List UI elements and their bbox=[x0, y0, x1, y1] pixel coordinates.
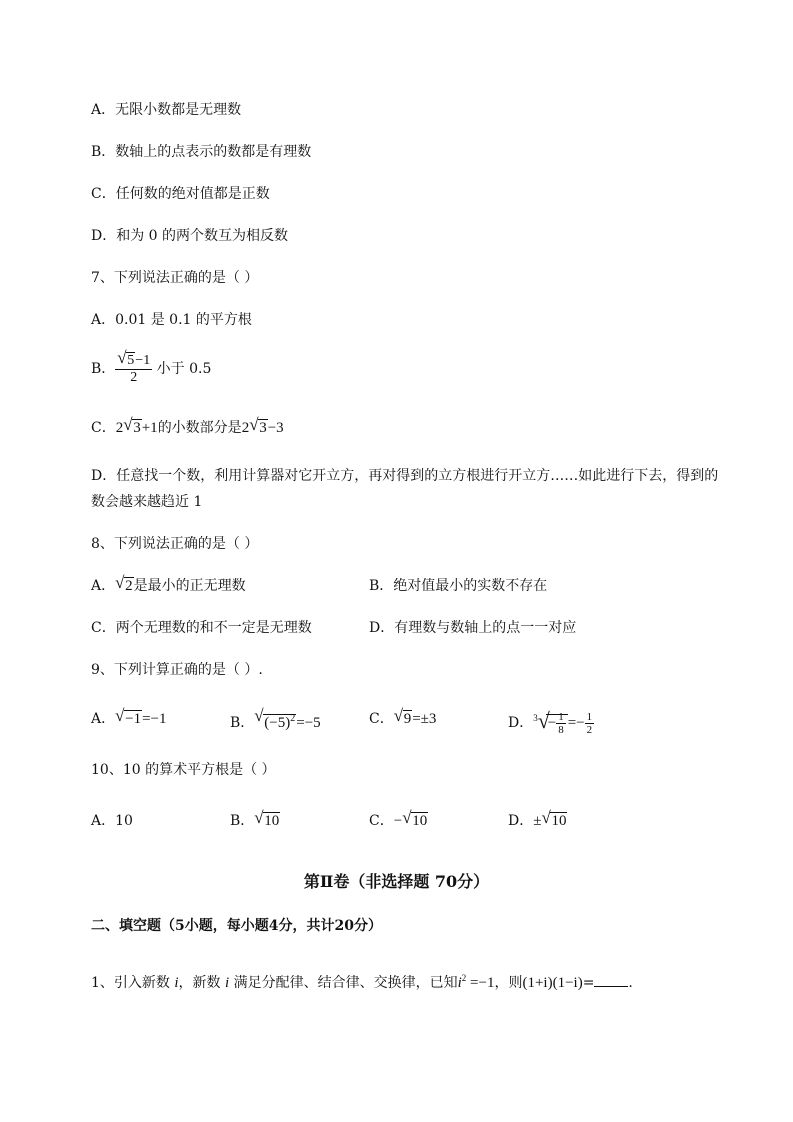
q10-option-c: C．− √ 10 bbox=[369, 808, 428, 829]
q7-c-mid: 的小数部分是 bbox=[157, 420, 242, 436]
part-heading: 二、填空题（5小题，每小题4分，共计20分） bbox=[91, 918, 382, 934]
q7-b-radicand: 5 bbox=[127, 352, 135, 368]
q7-option-d-line1: D．任意找一个数，利用计算器对它开立方，再对得到的立方根进行开立方……如此进行下去，得到的 bbox=[91, 468, 719, 484]
fill1-end: . bbox=[628, 975, 633, 991]
q7-option-b-fraction: √ 5−1 2 bbox=[117, 347, 151, 385]
q9-d-res-den: 2 bbox=[586, 724, 593, 737]
fill-question-1 bbox=[91, 969, 633, 992]
q9-option-a: A． √ −1=−1 bbox=[91, 706, 167, 727]
q7-c-coef1: 2 bbox=[115, 420, 124, 436]
fill1-mid1: ，新数 bbox=[178, 975, 225, 991]
fill1-mid3: ，则 bbox=[494, 975, 523, 991]
q7-option-b-suffix: 小于 0.5 bbox=[156, 361, 212, 377]
q10-d-sign: ± bbox=[533, 813, 542, 829]
q10-option-d: D．± √ 10 bbox=[508, 808, 567, 829]
q10-c-prefix: C． bbox=[369, 813, 394, 829]
q9-a-result: =−1 bbox=[142, 711, 167, 727]
q10-c-radicand: 10 bbox=[412, 813, 428, 829]
q7-c-coef2: 2 bbox=[241, 420, 250, 436]
q9-b-exponent: 2 bbox=[290, 713, 296, 724]
q7-option-c: C．2 √ 3+1的小数部分是2 √ 3−3 bbox=[91, 415, 284, 436]
q7-option-c-prefix: C． bbox=[91, 420, 116, 436]
q8-option-b: B．绝对值最小的实数不存在 bbox=[369, 578, 548, 594]
q9-c-radicand: 9 bbox=[403, 711, 412, 727]
q9-stem: 9、下列计算正确的是（ ）. bbox=[91, 662, 263, 678]
q10-d-prefix: D． bbox=[508, 813, 534, 829]
q8-option-d: D．有理数与数轴上的点一一对应 bbox=[369, 620, 577, 636]
q9-d-frac-num: 1 bbox=[558, 711, 564, 724]
q10-stem: 10、10 的算术平方根是（ ） bbox=[91, 762, 276, 778]
q7-b-den: 2 bbox=[130, 369, 138, 385]
q10-option-b: B． √ 10 bbox=[230, 808, 280, 829]
fill1-cond-base: i bbox=[457, 975, 462, 991]
q9-option-b: B． √ $(-5)^2=-5$ bbox=[230, 706, 321, 731]
q8-option-a-suffix: 是最小的正无理数 bbox=[133, 578, 246, 594]
q7-option-d-line2: 数会越来越趋近 1 bbox=[91, 494, 203, 510]
q7-option-b bbox=[91, 347, 212, 386]
q10-option-a: A．10 bbox=[91, 813, 133, 829]
q10-b-radicand: 10 bbox=[264, 813, 280, 829]
q9-d-frac-den: 8 bbox=[558, 724, 564, 737]
q9-d-sign: − bbox=[547, 715, 557, 731]
q8-option-a-prefix: A． bbox=[91, 578, 116, 594]
q7-b-num-rest: −1 bbox=[135, 352, 151, 368]
q7-c-radicand2: 3 bbox=[259, 420, 267, 436]
q10-c-sign: − bbox=[393, 813, 403, 829]
q9-c-prefix: C． bbox=[369, 711, 394, 727]
q9-b-result: =−5 bbox=[296, 715, 321, 731]
fill1-cond-exp: 2 bbox=[461, 973, 467, 983]
q9-option-d: D．$^3$ √ − $\frac{1}{8}$ =− $\frac{1}{2}$ bbox=[508, 708, 593, 737]
q6-option-a: A．无限小数都是无理数 bbox=[91, 102, 242, 118]
q6-option-b: B．数轴上的点表示的数都是有理数 bbox=[91, 144, 312, 160]
q9-b-prefix: B． bbox=[230, 715, 255, 731]
section-title: 第Ⅱ卷（非选择题 70分） bbox=[303, 872, 490, 891]
q9-d-prefix: D． bbox=[508, 715, 534, 731]
q7-option-b-prefix: B． bbox=[91, 361, 116, 377]
q10-b-prefix: B． bbox=[230, 813, 255, 829]
q7-c-rest2: −3 bbox=[267, 420, 284, 436]
q9-a-radicand: −1 bbox=[125, 711, 142, 727]
q8-option-c: C．两个无理数的和不一定是无理数 bbox=[91, 620, 312, 636]
q9-b-radicand: (−5) bbox=[264, 715, 291, 731]
fill1-eq: = bbox=[582, 975, 595, 991]
fill1-prefix: 1、引入新数 bbox=[91, 975, 175, 991]
q8-a-radicand: 2 bbox=[125, 578, 133, 594]
q7-c-radicand1: 3 bbox=[133, 420, 141, 436]
q9-d-res-num: 1 bbox=[586, 711, 593, 724]
q9-option-c: C． √ 9=±3 bbox=[369, 706, 437, 727]
q8-option-a: A． √ 2是最小的正无理数 bbox=[91, 573, 246, 594]
fill1-var1: i bbox=[174, 975, 179, 991]
fill1-mid2: 满足分配律、结合律、交换律，已知 bbox=[229, 975, 458, 991]
q7-option-a: A．0.01 是 0.1 的平方根 bbox=[91, 312, 252, 328]
q9-d-eq: =− bbox=[567, 715, 585, 731]
q9-d-index: 3 bbox=[533, 713, 538, 723]
q7-c-rest1: +1 bbox=[141, 420, 158, 436]
answer-blank[interactable] bbox=[594, 972, 628, 987]
q9-c-result: =±3 bbox=[412, 711, 437, 727]
q6-option-c: C．任何数的绝对值都是正数 bbox=[91, 186, 270, 202]
q8-stem: 8、下列说法正确的是（ ） bbox=[91, 536, 259, 552]
fill1-cond-rest: =−1 bbox=[466, 975, 495, 991]
fill1-expr: (1+i)(1−i) bbox=[522, 975, 583, 991]
q9-a-prefix: A． bbox=[91, 711, 116, 727]
q6-option-d: D．和为 0 的两个数互为相反数 bbox=[91, 228, 289, 244]
q10-d-radicand: 10 bbox=[551, 813, 567, 829]
fill1-var2: i bbox=[224, 975, 230, 991]
q7-stem: 7、下列说法正确的是（ ） bbox=[91, 270, 259, 286]
